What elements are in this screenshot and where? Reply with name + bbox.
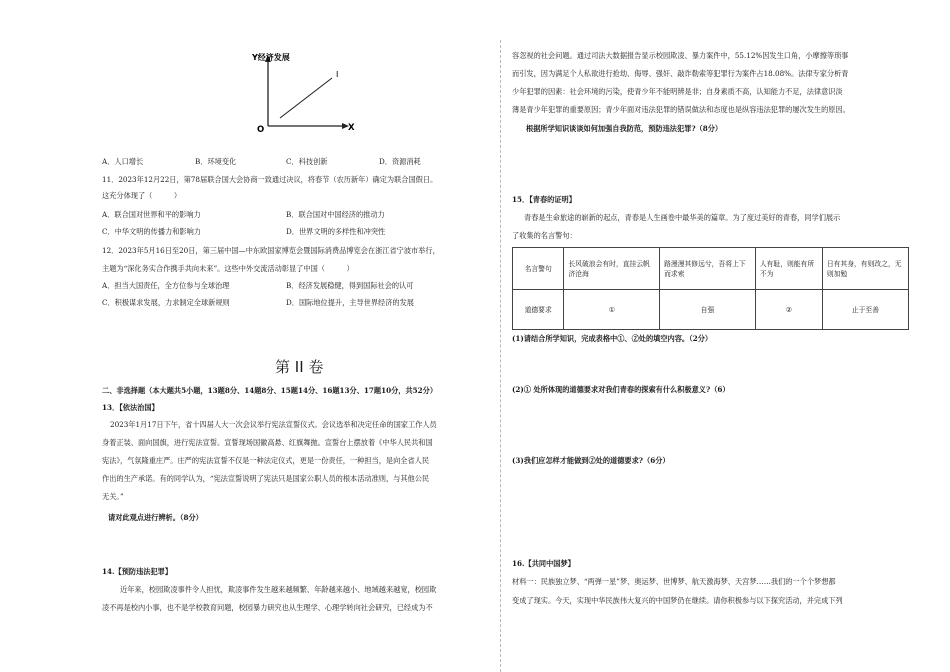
q14-ask: 根据所学知识谈谈如何加强自我防范，预防违法犯罪?（8分） <box>526 124 723 133</box>
motto-table <box>512 247 909 330</box>
table-blank-1: ① <box>564 290 660 330</box>
q11-option-a: A．联合国对世界和平的影响力 <box>102 210 201 219</box>
q15-title: 15．【青春的证明】 <box>512 195 576 204</box>
q11-stem-cont: 这充分体现了（ ） <box>102 191 182 200</box>
table-cell: 人有耻，则能有所不为 <box>755 248 822 290</box>
q16-line-2: 变成了现实。今天，实现中华民族伟大复兴的中国梦仍在继续。请你积极参与以下探究活动，并完成下列 <box>512 596 843 605</box>
q14-cont-line-1: 容忽视的社会问题。通过司法大数据报告显示校园欺凌、暴力案件中，55.12%因发生口角，小摩擦等琐事 <box>512 51 849 60</box>
q15-intro-2: 了收集的名言警句： <box>512 231 577 240</box>
table-cell: 止于至善 <box>822 290 908 330</box>
q13-ask: 请对此观点进行辨析。（8分） <box>108 513 203 522</box>
q13-title: 13．【依法治国】 <box>102 403 159 412</box>
q12-stem: 12．2023年5月16日至20日，第三届中国—中东欧国家博览会暨国际消费品博览会在浙江省宁波市举行， <box>102 246 440 255</box>
table-head-motto: 名言警句 <box>513 248 564 290</box>
q13-line-5: 无关。” <box>102 492 124 501</box>
graph-origin: O <box>257 125 265 135</box>
table-cell: 长风破浪会有时，直挂云帆济沧海 <box>564 248 660 290</box>
table-cell: 日有其身，有则改之，无则加勉 <box>822 248 908 290</box>
q15-intro-1: 青春是生命旅途的崭新的起点，青春是人生画卷中最华美的篇章。为了度过美好的青春，同学们展示 <box>524 213 841 222</box>
part2-heading: 二、非选择题（本大题共5小题，13题8分、14题8分、15题14分、16题13分、17题10分，共52分） <box>102 386 438 395</box>
table-row <box>513 248 909 290</box>
q12-option-c: C．积极谋求发展，力求制定全球新规则 <box>102 298 230 307</box>
q14-cont-line-2: 而引发，因为满足个人私欲进行抢劫、侮辱、强奸、敲诈勒索等犯罪行为案件占18.08%。法律专家分析青 <box>512 69 849 78</box>
table-row <box>513 290 909 330</box>
economic-development-graph <box>252 50 362 140</box>
q14-title: 14.【预防违法犯罪】 <box>102 567 173 576</box>
table-head-moral: 道德要求 <box>513 290 564 330</box>
q12-option-a: A．担当大国责任，全方位参与全球治理 <box>102 281 230 290</box>
q11-option-b: B．联合国对中国经济的推动力 <box>286 210 385 219</box>
table-blank-2: ② <box>755 290 822 330</box>
q15-sub1: (1)请结合所学知识，完成表格中①、②处的填空内容。（2分） <box>512 334 713 343</box>
q11-option-c: C．中华文明的传播力和影响力 <box>102 227 201 236</box>
q12-option-d: D．国际地位提升，主导世界经济的发展 <box>286 298 414 307</box>
q10-option-d: D．资源消耗 <box>379 157 421 166</box>
q13-line-1: 2023年1月17日下午，省十四届人大一次会议举行宪法宣誓仪式。会议选举和决定任命的国家工作人员 <box>110 420 437 429</box>
q10-option-a: A．人口增长 <box>102 157 144 166</box>
q14-line-1: 近年来，校园欺凌事件令人担忧，欺凌事件发生越来越频繁、年龄越来越小、地域越来越宽，校园欺 <box>120 585 437 594</box>
q16-line-1: 材料一：民族独立梦、“两弹一星”梦、奥运梦、世博梦、航天激海梦、天宫梦……我们的一个个梦想都 <box>512 577 836 586</box>
table-cell: 自强 <box>660 290 756 330</box>
q14-line-2: 凌不再是校内小事，也不是学校教育问题，校园暴力研究也从生理学、心理学转向社会研究，已经成为不 <box>102 603 433 612</box>
q10-option-c: C．科技创新 <box>286 157 328 166</box>
q13-line-3: 宪法》，气氛隆重庄严。庄严的宪法宣誓不仅是一种法定仪式，更是一份责任，一种担当，是向全省人民 <box>102 456 430 465</box>
q14-cont-line-3: 少年犯罪的因素：社会环境的污染，使青少年不能明辨是非；自身素质不高，认知能力不足，法律意识淡 <box>512 87 843 96</box>
graph-x-label: X <box>348 123 355 133</box>
q15-sub2: (2)① 处所体现的道德要求对我们青春的探索有什么积极意义?（6） <box>512 385 730 394</box>
left-column <box>100 0 495 672</box>
q16-title: 16.【共同中国梦】 <box>512 559 575 568</box>
column-divider <box>500 40 501 672</box>
q11-stem: 11．2023年12月22日，第78届联合国大会协商一致通过决议，将春节（农历新年）确定为联合国假日。 <box>102 175 438 184</box>
q14-cont-line-4: 薄是青少年犯罪的重要原因；青少年面对违法犯罪的错误做法和态度也是纵容违法犯罪的屡次发生的原因。 <box>512 105 850 114</box>
right-column <box>512 0 912 672</box>
q12-option-b: B．经济发展稳健，得到国际社会的认可 <box>286 281 414 290</box>
q13-line-2: 身着正装、面向国旗，进行宪法宣誓。宣誓现场国徽高悬、红旗舞抛。宣誓台上摆放着《中华人民共和国 <box>102 438 433 447</box>
graph-line-label: I <box>336 70 339 79</box>
graph-y-label: Y经济发展 <box>252 53 290 62</box>
table-cell: 路漫漫其修远兮，吾将上下而求索 <box>660 248 756 290</box>
q12-stem-cont: 主题为“深化务实合作携手共向未来”。这些中外交流活动彰显了中国（ ） <box>102 264 354 273</box>
q10-option-b: B．环境变化 <box>195 157 237 166</box>
q13-line-4: 作出的生产承诺。有的同学认为，“宪法宣誓说明了宪法只是国家公职人员的根本活动准则，与其他公民 <box>102 474 430 483</box>
q15-sub3: (3)我们应怎样才能做到②处的道德要求?（6分） <box>512 456 670 465</box>
q11-option-d: D．世界文明的多样性和冲突性 <box>286 227 386 236</box>
part2-title: 第 II 卷 <box>275 358 324 376</box>
